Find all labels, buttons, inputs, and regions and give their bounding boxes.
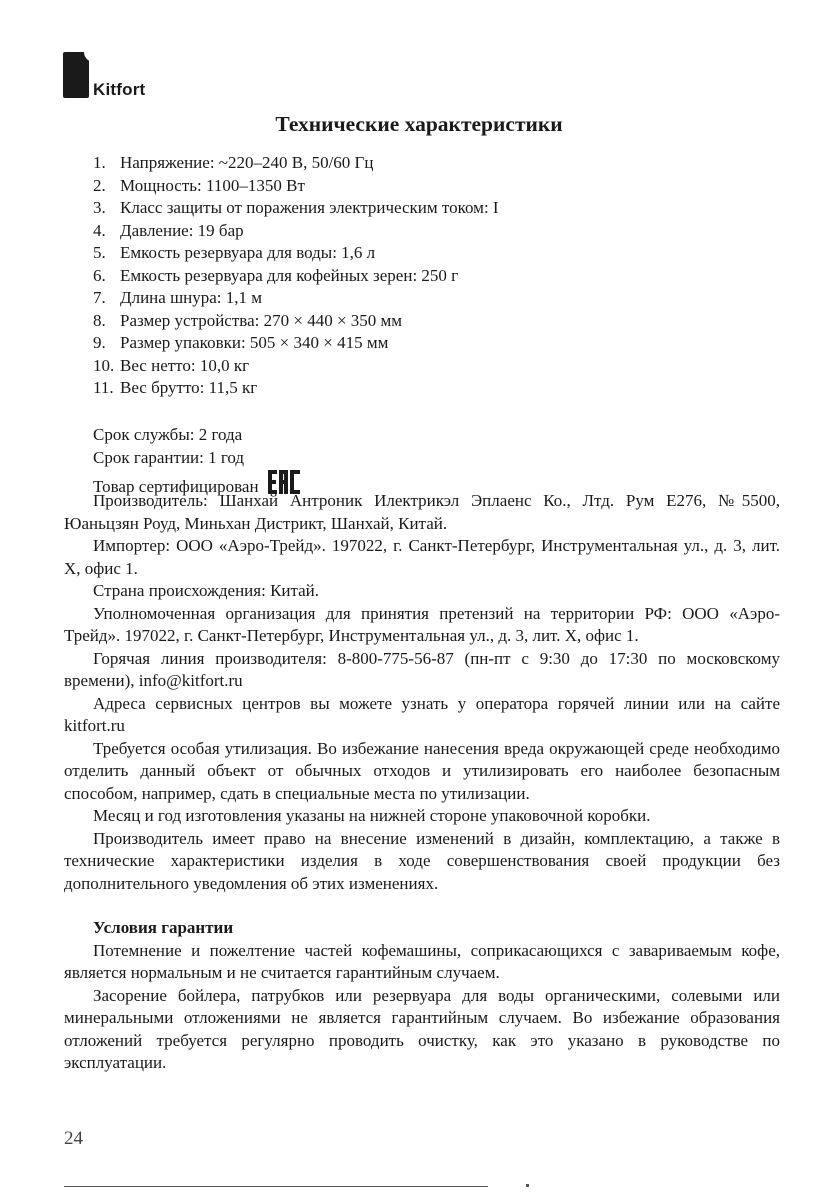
warranty-period: Срок гарантии: 1 год <box>93 447 245 467</box>
spec-text: Мощность: 1100–1350 Вт <box>120 175 305 195</box>
spec-text: Вес брутто: 11,5 кг <box>120 378 258 397</box>
spec-number: 7. <box>93 288 106 307</box>
kitfort-logo <box>63 52 173 104</box>
manufacture-date-paragraph: Месяц и год изготовления указаны на нижней стороне упаковочной коробки. <box>93 806 651 825</box>
spec-list <box>93 152 499 400</box>
spec-item <box>93 152 499 175</box>
service-life: Срок службы: 2 года <box>93 425 243 444</box>
spec-number: 4. <box>93 220 106 240</box>
spec-number: 1. <box>93 153 106 172</box>
certified-text: Товар сертифицирован <box>93 477 259 496</box>
spec-number: 2. <box>93 175 106 195</box>
spec-item <box>93 242 499 265</box>
spec-number: 11. <box>93 378 114 397</box>
manufacturer-paragraph: Производитель: Шанхай Антроник Илектрикэл Эплаенс Ко., Лтд. Рум E276, №5500, Юаньцзян Роуд, Миньхан Дистрикт, Шанхай, Китай. <box>64 491 780 533</box>
spec-item <box>93 220 499 243</box>
changes-paragraph: Производитель имеет право на внесение изменений в дизайн, комплектацию, а также в технические характеристики изделия в ходе совершенствования своей продукции без дополнительного уведомления об этих изменениях. <box>64 828 780 893</box>
spec-number: 10. <box>93 355 115 375</box>
brand-name: Kitfort <box>93 80 146 99</box>
spec-number: 8. <box>93 310 106 330</box>
footer-divider <box>64 1186 488 1187</box>
origin-paragraph: Страна происхождения: Китай. <box>93 581 320 600</box>
spec-text: Размер упаковки: 505 × 340 × 415 мм <box>120 333 389 352</box>
warranty-paragraph: Засорение бойлера, патрубков или резервуара для воды органическими, солевыми или минеральными отложениями не является гарантийным случаем. Во избежание образования отложений требуется регулярно проводить очистку, как это указано в руководстве по эксплуатации. <box>64 985 780 1072</box>
spec-number: 3. <box>93 198 106 217</box>
spec-text: Давление: 19 бар <box>120 220 244 240</box>
page-number: 24 <box>64 1128 83 1149</box>
spec-item <box>93 265 499 288</box>
spec-text: Длина шнура: 1,1 м <box>120 288 263 307</box>
spec-text: Емкость резервуара для воды: 1,6 л <box>120 243 376 262</box>
spec-item <box>93 332 499 355</box>
spec-item <box>93 310 499 333</box>
document-body <box>64 490 780 1075</box>
spec-item <box>93 377 499 400</box>
claims-organization-paragraph: Уполномоченная организация для принятия претензий на территории РФ: ООО «Аэро-Трейд». 197022, г. Санкт-Петербург, Инструментальная ул., д. 3, лит. Х, офис 1. <box>64 603 780 645</box>
service-info <box>93 424 301 499</box>
disposal-paragraph: Требуется особая утилизация. Во избежание нанесения вреда окружающей среде необходимо отделить данный объект от обычных отходов и утилизировать его наиболее безопасным способом, например, сдать в специальные места по утилизации. <box>64 738 780 803</box>
spec-item <box>93 287 499 310</box>
spec-text: Вес нетто: 10,0 кг <box>120 355 250 375</box>
spec-item <box>93 197 499 220</box>
spec-text: Емкость резервуара для кофейных зерен: 250 г <box>120 265 459 285</box>
footer-mark <box>526 1184 529 1187</box>
spec-item <box>93 175 499 198</box>
spec-number: 6. <box>93 265 106 285</box>
warranty-heading: Условия гарантии <box>93 918 234 937</box>
page-title: Технические характеристики <box>275 112 563 136</box>
warranty-paragraph: Потемнение и пожелтение частей кофемашины, соприкасающихся с завариваемым кофе, является нормальным и не считается гарантийным случаем. <box>64 940 780 982</box>
spec-text: Напряжение: ~220–240 В, 50/60 Гц <box>120 153 374 172</box>
spec-number: 9. <box>93 333 106 352</box>
kitfort-logo-icon <box>63 52 89 98</box>
service-centers-paragraph: Адреса сервисных центров вы можете узнать у оператора горячей линии или на сайте kitfort.ru <box>64 693 780 735</box>
spec-number: 5. <box>93 243 106 262</box>
importer-paragraph: Импортер: ООО «Аэро-Трейд». 197022, г. Санкт-Петербург, Инструментальная ул., д. 3, лит. Х, офис 1. <box>64 536 780 578</box>
hotline-paragraph: Горячая линия производителя: 8-800-775-56-87 (пн-пт с 9:30 до 17:30 по московскому времени), info@kitfort.ru <box>64 648 780 690</box>
spec-text: Размер устройства: 270 × 440 × 350 мм <box>120 310 403 330</box>
spec-item <box>93 355 499 378</box>
spec-text: Класс защиты от поражения электрическим током: I <box>120 198 499 217</box>
